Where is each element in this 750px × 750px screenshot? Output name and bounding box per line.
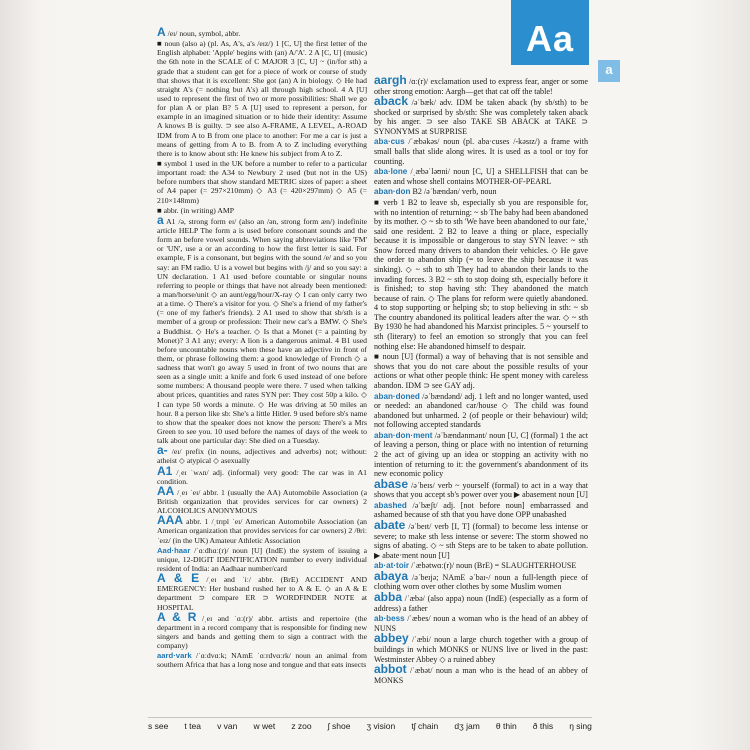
entry-definition: ■ abbr. (in writing) AMP [157,205,235,215]
entry-definition: /ˌæbəˈləʊni/ noun [C, U] a SHELLFISH that can be eaten and whose shell contains MOTHER-OF-PEARL [374,167,588,186]
headword: abaya [374,568,409,583]
entry-definition: /ˌeɪ ənd ˈiː/ abbr. (BrE) ACCIDENT AND EMERGENCY: Her husband rushed her to A & E. ◇ an A & E department ⊃ compare ER ⊃ WORDFINDER NOTE at HOSPITAL [157,575,368,612]
page-gutter-shadow [0,0,40,750]
pronunciation-key-item: w wet [253,721,276,731]
dictionary-entry [374,631,588,664]
entry-definition: /ˌeɪ ˈwʌn/ adj. (informal) very good: The car was in A1 condition. [157,467,368,486]
entry-definition: /ˈæbi/ noun a large church together with a group of buildings in which MONKS or NUNS live or lived in the past: Westminster Abbey ◇ a ruined abbey [374,635,588,664]
dictionary-entry [374,352,588,390]
pronunciation-key-footer [148,717,592,735]
entry-definition: /əˈbeɪt/ verb [I, T] (formal) to become less intense or severe; to make sth less intense or severe: The storm showed no signs of abating. ◇ ~ sth Steps are to be taken to abate pollution. ▶ abate·ment noun [U] [374,522,588,560]
entry-definition: /əˈbændənmənt/ noun [U, C] (formal) 1 the act of leaving a person, thing or place with no intention of returning 2 the act of giving up an idea or stopping an activity with no intention of returning to it: the government's abandonment of its new economic policy [374,430,588,479]
headword: abba [374,590,403,605]
headword: aargh [374,73,407,87]
entry-definition: ■ noun (also a) (pl. As, A's, a's /eɪz/) 1 [C, U] the first letter of the English alphabet: 'Apple' begins with (an) A/'A'. 2 A [C, U] (music) the 6th note in the SCALE of C MAJOR 3 [C, U] ~ (in/for sth) a grade that a student can get for a piece of work or course of study that shows that it is excellent: She got (an) A in biology. ◇ He had straight A's (= nothing but A's) all through high school. 4 A [U] used to represent the first of two or more possibilities: Shall we go for plan A or plan B? 5 A [U] used to represent a person, for example in an imagined situation or to hide their identity: Assume A knows B is guilty. ⊃ see also A-FRAME, A LEVEL, A-ROAD IDM from A to B from one place to another: For me a car is just a means of getting from A to B. from A to Z including everything there is to know about sth: He knew his subject from A to Z. [157,39,367,158]
dictionary-entry [157,571,368,612]
headword: abase [374,476,409,491]
headword: A & R [157,609,197,624]
dictionary-entry [157,609,367,651]
dictionary-entry [157,463,368,486]
entry-definition: /əˈbæk/ adv. IDM be taken aback (by sb/sth) to be shocked or surprised by sb/sth: She was completely taken aback by his anger. ⊃ see also TAKE SB ABACK at TAKE ⊃ SYNONYMS at SURPRISE [374,98,588,136]
entry-definition: /eɪ/ noun, symbol, abbr. [167,29,241,38]
thumb-index-letter: a [605,62,613,77]
pronunciation-key-item: s see [148,721,169,731]
dictionary-entry [374,518,588,560]
entry-definition: B2 /əˈbændən/ verb, noun [412,187,497,197]
dictionary-entry [374,187,588,197]
entry-definition: /eɪ/ prefix (in nouns, adjectives and adverbs) not; without: atheist ◇ atypical ◇ asexually [157,447,368,466]
headword: a- [157,443,168,458]
headword: aard·vark [157,651,192,661]
dictionary-entry [374,167,588,186]
dictionary-entry [157,546,367,573]
thumb-index-tab[interactable] [598,60,620,82]
dictionary-entry [157,443,368,466]
right-column [374,73,589,686]
headword: ab·at·toir [374,561,410,571]
pronunciation-key-item: t tea [184,721,201,731]
dictionary-entry [374,73,588,96]
dictionary-entry [157,513,367,545]
headword: abate [374,518,406,533]
entry-definition: /ˈɑːdvɑːk; NAmE ˈɑːrdvɑːrk/ noun an animal from southern Africa that has a long nose and tongue and that eats insects [157,651,368,670]
entry-definition: ■ verb 1 B2 to leave sb, especially sb you are responsible for, with no intention of returning: ~ sb The baby had been abandoned by its mother. ◇ ~ sb to sth 'We have been abandoned to our fate,' said one resident. 2 B2 to leave a thing or place, especially because it is impossible or dangerous to stay SYN leave: ~ sth Snow forced many drivers to abandon their vehicles. ◇ He gave the order to abandon ship (= to leave the ship because it was sinking). ◇ ~ sth to sth They had to abandon their lands to the invading forces. 3 B2 ~ sth to stop doing sth, especially before it is finished; to stop having sth: They abandoned the match because of rain. ◇ The plans for reform were quietly abandoned. 4 to stop supporting or helping sb; to stop believing in sth: ~ sb The country abandoned its political leaders after the war. ◇ ~ sth By 1930 he had abandoned his Marxist principles. 5 ~ yourself to sth (literary) to feel an emotion so strongly that you can feel nothing else: He abandoned himself to despair. [374,197,588,351]
dictionary-entry [157,212,368,446]
pronunciation-key-item: tʃ chain [411,721,439,731]
dictionary-entry [157,206,367,215]
entry-definition: /ˌeɪ ˈeɪ/ abbr. 1 (usually the AA) Automobile Association (a British organization that provides services for car owners) 2 ALCOHOLICS ANONYMOUS [157,487,368,516]
entry-definition: /ˈæbes/ noun a woman who is the head of an abbey of NUNS [374,614,588,633]
letter-banner [511,0,589,65]
pronunciation-key-item: θ thin [495,721,517,731]
left-column [157,25,368,671]
pronunciation-key-item: z zoo [291,721,312,731]
dictionary-entry [157,159,367,205]
pronunciation-key-item: v van [217,721,238,731]
dictionary-entry [157,483,368,516]
dictionary-entry [157,651,367,669]
dictionary-entry [374,590,588,613]
entry-definition: /ˈæbə/ (also appa) noun (IndE) (especially as a form of address) a father [374,594,588,613]
pronunciation-key-item: dʒ jam [454,721,480,731]
dictionary-entry [157,25,367,39]
entry-definition: /əˈbeɪs/ verb ~ yourself (formal) to act in a way that shows that you accept sb's power over you ▶ abasement noun [U] [374,480,588,500]
pronunciation-key-item: ʃ shoe [327,721,351,731]
pronunciation-key-item: ð this [532,721,554,731]
headword: aban·don [374,187,411,197]
banner-letters: Aa [525,18,575,59]
entry-definition: abbr. 1 /ˌtrɪpl ˈeɪ/ American Automobile Association (an American organization that provides services for car owners) 2 /θriː ˈeɪz/ (in the UK) Amateur Athletic Association [157,517,367,545]
headword: a [157,212,164,227]
headword: A & E [157,571,200,586]
entry-definition: /əˈbændənd/ adj. 1 left and no longer wanted, used or needed: an abandoned car/house ◇ The child was found abandoned but unharmed. 2 (of people or their behaviour) wild; not following accepted standards [374,391,588,430]
entry-definition: /əˈbæʃt/ adj. [not before noun] embarrassed and ashamed because of sth that you have done OPP unabashed [374,500,588,520]
headword: ab·bess [374,614,405,624]
dictionary-entry [374,476,588,500]
entry-definition: /ˈæbəkəs/ noun (pl. aba·cuses /-kəsɪz/) a frame with small balls that slide along wires. It is used as a tool or toy for counting. [374,137,588,166]
dictionary-entry [157,39,367,158]
headword: aba·cus [374,137,405,147]
pronunciation-key-item: ʒ vision [366,721,396,731]
entry-definition: A1 /ə, strong form eɪ/ (also an /ən, strong form æn/) indefinite article HELP The form a is used before consonant sounds and the form an before vowel sounds. When saying abbreviations like 'FM' or 'UN', use a or an according to how the first letter is said. For example, F is a consonant, but begins with the sound /e/ and so you say: an FM radio. U is a vowel but begins with /j/ and so you say: a UN declaration. 1 A1 used before countable or singular nouns referring to people or things that have not already been mentioned: a man/horse/unit ◇ an aunt/egg/hour/X-ray ◇ I can only carry two at a time. ◇ There's a visitor for you. ◇ She's a friend of my father's (= one of my father's friends). 2 A1 used to show that sb/sth is a member of a group or profession: Their new car's a BMW. ◇ She's a Buddhist. ◇ He's a teacher. ◇ Is that a Monet (= a painting by Monet)? 3 A1 any; every: A lion is a dangerous animal. 4 B1 used before uncountable nouns when these have an adjective in front of them, or phrase following them: a good knowledge of French ◇ a sadness that won't go away 5 used in front of two nouns that are seen as a single unit: a knife and fork 6 used instead of one before some numbers: A thousand people were there. 7 used when talking about prices, quantities and rates SYN per: They cost 50p a kilo. ◇ I can type 50 words a minute. ◇ He was driving at 50 miles an hour. 8 a person like sb: She's a little Hitler. 9 used before sb's name to show that the speaker does not know the person: There's a Mrs Green to see you. 10 used before the names of days of the week to talk about one particular day: She died on a Tuesday. [157,216,368,446]
entry-definition: /əˈbeɪjə; NAmE əˈbaɪ-/ noun a full-length piece of clothing worn over other clothes by some Muslim women [374,572,588,592]
entry-definition: ■ noun [U] (formal) a way of behaving that is not sensible and shows that you do not care about the possible results of your actions or what other people think: He spent money with careless abandon. IDM ⊃ see GAY adj. [374,352,588,390]
entry-definition: ■ symbol 1 used in the UK before a number to refer to a particular important road: the A34 to Newbury 2 used (but not in the US) before numbers that show standard METRIC sizes of paper: a sheet of A4 paper (= 297×210mm) ◇ A3 (= 420×297mm) ◇ A5 (= 210×148mm) [157,158,367,205]
entry-definition: /ˈɑːdhɑː(r)/ noun [U] (IndE) the system of issuing a unique, 12-DIGIT IDENTIFICATION number to every individual resident of India: an Aadhaar number/card [157,545,367,574]
entry-definition: /ˌeɪ ənd ˈɑː(r)/ abbr. artists and repertoire (the department in a record company that is responsible for finding new singers and bands and getting them to sign a contract with the company) [157,613,367,651]
headword: aback [374,94,409,109]
headword: aban·doned [374,391,420,401]
headword: abashed [374,500,407,510]
pronunciation-key-item: ŋ sing [569,721,592,731]
dictionary-entry [374,431,588,479]
entry-definition: /ˈæbətwɑː(r)/ noun (BrE) = SLAUGHTERHOUSE [411,561,577,571]
headword: A [157,25,166,39]
dictionary-entry [374,392,588,430]
headword: aba·lone [374,167,408,177]
dictionary-entry [374,198,588,351]
dictionary-entry [374,94,588,136]
headword: abbot [374,662,407,677]
headword: Aad·haar [157,545,191,555]
entry-definition: /ɑː(r)/ exclamation used to express fear, anger or some other strong emotion: Aargh—get that cat off the table! [374,77,588,96]
dictionary-entry [374,501,588,520]
headword: AAA [157,513,183,528]
dictionary-entry [374,137,588,166]
dictionary-entry [374,662,589,685]
dictionary-entry [374,568,588,592]
entry-definition: /ˈæbət/ noun a man who is the head of an abbey of MONKS [374,666,589,685]
headword: A1 [157,463,173,478]
headword: AA [157,483,175,498]
headword: abbey [374,631,409,646]
headword: aban·don·ment [374,430,433,440]
